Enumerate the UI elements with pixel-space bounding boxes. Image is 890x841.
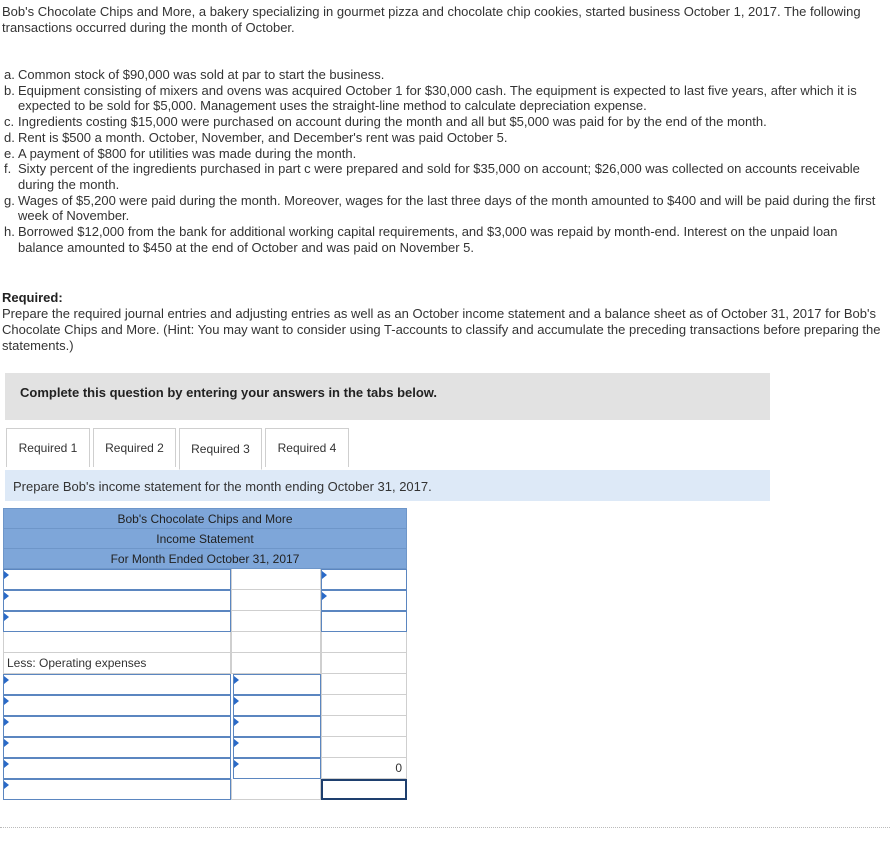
dropdown-marker-icon	[234, 697, 239, 705]
statement-company: Bob's Chocolate Chips and More	[3, 508, 407, 529]
operating-expenses-label: Less: Operating expenses	[7, 656, 147, 670]
dropdown-marker-icon	[4, 676, 9, 684]
required-tabs	[6, 428, 352, 469]
blank-cell	[321, 653, 407, 674]
operating-expenses-label-cell	[3, 653, 231, 674]
dropdown-marker-icon	[4, 571, 9, 579]
dropdown-marker-icon	[322, 592, 327, 600]
dropdown-marker-icon	[4, 613, 9, 621]
total-input[interactable]	[321, 611, 407, 632]
expense-amount-input[interactable]	[233, 674, 321, 695]
dropdown-marker-icon	[4, 760, 9, 768]
list-item	[4, 146, 884, 162]
tab-required-2[interactable]: Required 2	[93, 428, 176, 467]
item-text: Equipment consisting of mixers and ovens was acquired October 1 for $30,000 cash. The equipment is expected to last five years, after which it is expected to be sold for $5,000. Management uses the straight-line method to calculate depreciation expense.	[18, 82, 857, 114]
table-row	[3, 590, 407, 611]
table-row	[3, 632, 407, 653]
item-label: d.	[4, 129, 15, 145]
item-text: Common stock of $90,000 was sold at par to start the business.	[18, 67, 385, 82]
tab-required-1[interactable]: Required 1	[6, 428, 90, 467]
item-text: Ingredients costing $15,000 were purchased on account during the month and all but $5,000 was paid for by the end of the month.	[18, 114, 767, 130]
expense-amount-input[interactable]	[233, 737, 321, 758]
item-label: c.	[4, 114, 15, 130]
table-row	[3, 737, 407, 758]
instruction-text: Prepare Bob's income statement for the month ending October 31, 2017.	[13, 479, 432, 494]
divider	[0, 827, 890, 828]
item-label: b.	[4, 82, 15, 98]
item-text: Rent is $500 a month. October, November, and December's rent was paid October 5.	[18, 129, 508, 145]
list-item	[4, 224, 884, 255]
dropdown-marker-icon	[234, 760, 239, 768]
dropdown-marker-icon	[4, 592, 9, 600]
dropdown-marker-icon	[4, 781, 9, 789]
table-row	[3, 758, 407, 779]
dropdown-marker-icon	[4, 739, 9, 747]
account-input[interactable]	[3, 590, 231, 611]
list-item	[4, 83, 884, 114]
net-income-input[interactable]	[321, 779, 407, 800]
table-row	[3, 674, 407, 695]
required-section	[2, 290, 882, 354]
dropdown-marker-icon	[4, 718, 9, 726]
dropdown-marker-icon	[322, 571, 327, 579]
table-row	[3, 611, 407, 632]
instruction-bar	[5, 470, 770, 501]
problem-intro: Bob's Chocolate Chips and More, a bakery specializing in gourmet pizza and chocolate chip cookies, started business October 1, 2017. The following transactions occurred during the month of October.	[2, 4, 861, 35]
income-statement-table	[3, 508, 407, 800]
table-row	[3, 695, 407, 716]
expense-amount-input[interactable]	[233, 716, 321, 737]
expense-amount-input[interactable]	[233, 758, 321, 779]
blank-cell	[321, 632, 407, 653]
list-item	[4, 193, 884, 224]
tab-required-4[interactable]: Required 4	[265, 428, 349, 467]
total-input[interactable]	[321, 569, 407, 590]
expense-account-input[interactable]	[3, 758, 231, 779]
total-expenses-cell	[321, 758, 407, 779]
amount-cell	[231, 590, 321, 611]
blank-cell	[321, 716, 407, 737]
item-text: A payment of $800 for utilities was made during the month.	[18, 145, 357, 161]
item-label: e.	[4, 145, 15, 161]
item-text: Borrowed $12,000 from the bank for additional working capital requirements, and $3,000 was repaid by month-end. Interest on the unpaid loan balance amounted to $450 at the end of October and was paid on November 5.	[18, 224, 838, 255]
account-input[interactable]	[3, 611, 231, 632]
tab-required-3[interactable]: Required 3	[179, 428, 262, 470]
item-label: f.	[4, 161, 12, 177]
blank-cell	[231, 632, 321, 653]
transaction-list	[4, 67, 884, 255]
expense-account-input[interactable]	[3, 716, 231, 737]
item-text: Wages of $5,200 were paid during the month. Moreover, wages for the last three days of the month amounted to $400 and will be paid during the first week of November.	[18, 192, 876, 224]
complete-question-banner	[5, 373, 770, 420]
table-row	[3, 779, 407, 800]
list-item	[4, 114, 884, 130]
dropdown-marker-icon	[234, 739, 239, 747]
dropdown-marker-icon	[234, 718, 239, 726]
dropdown-marker-icon	[4, 697, 9, 705]
complete-question-text: Complete this question by entering your answers in the tabs below.	[20, 385, 438, 400]
item-label: a.	[4, 67, 15, 82]
expense-account-input[interactable]	[3, 674, 231, 695]
amount-cell	[231, 569, 321, 590]
account-input[interactable]	[3, 569, 231, 590]
table-row	[3, 716, 407, 737]
blank-cell	[321, 737, 407, 758]
blank-cell	[231, 653, 321, 674]
total-input[interactable]	[321, 590, 407, 611]
list-item	[4, 130, 884, 146]
list-item	[4, 161, 884, 192]
expense-amount-input[interactable]	[233, 695, 321, 716]
item-text: Sixty percent of the ingredients purchased in part c were prepared and sold for $35,000 on account; $26,000 was collected on accounts receivable during the month.	[18, 161, 860, 192]
blank-cell	[231, 779, 321, 800]
expense-account-input[interactable]	[3, 695, 231, 716]
total-expenses-value: 0	[395, 761, 402, 775]
table-row	[3, 569, 407, 590]
amount-cell	[231, 611, 321, 632]
expense-account-input[interactable]	[3, 737, 231, 758]
item-label: g.	[4, 192, 15, 208]
table-row	[3, 653, 407, 674]
required-text: Prepare the required journal entries and adjusting entries as well as an October income statement and a balance sheet as of October 31, 2017 for Bob's Chocolate Chips and More. (Hint: You may want to consider using T-accounts to classify and accumulate the preceding transactions before preparing the statements.)	[2, 306, 881, 353]
blank-cell	[3, 632, 231, 653]
statement-title: Income Statement	[3, 529, 407, 549]
blank-cell	[321, 674, 407, 695]
statement-period: For Month Ended October 31, 2017	[3, 549, 407, 569]
list-item	[4, 67, 884, 83]
required-heading: Required:	[2, 290, 63, 305]
blank-cell	[321, 695, 407, 716]
item-label: h.	[4, 224, 15, 240]
net-income-label-input[interactable]	[3, 779, 231, 800]
dropdown-marker-icon	[234, 676, 239, 684]
